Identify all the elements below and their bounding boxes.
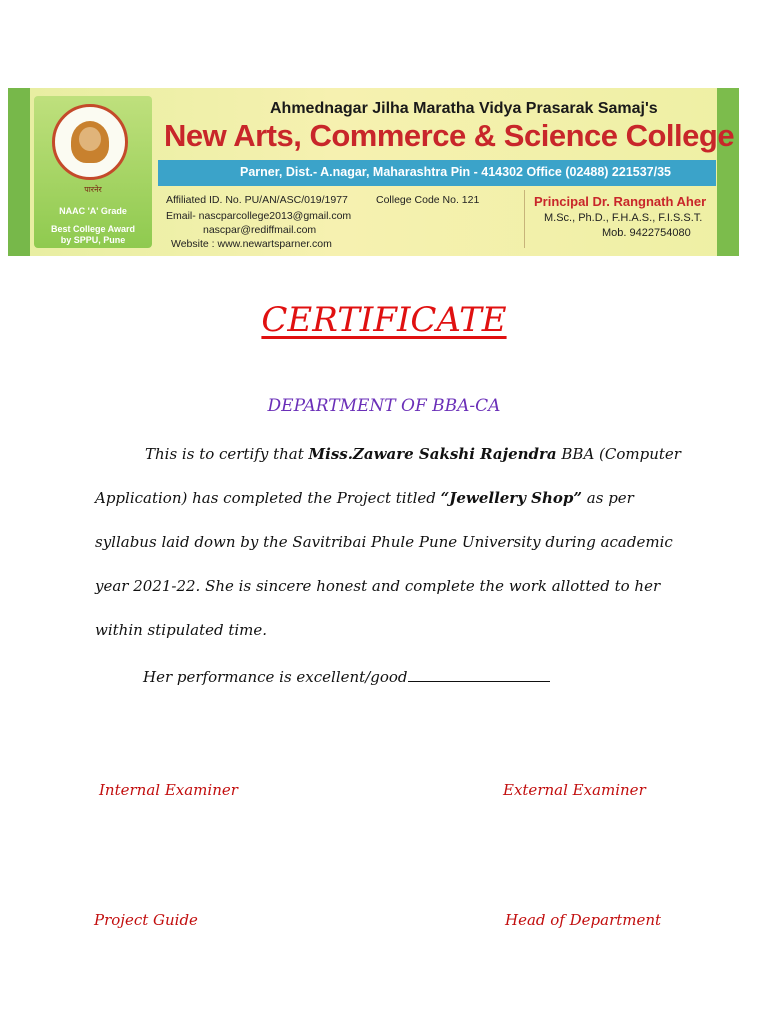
principal-name: Principal Dr. Rangnath Aher [534,194,707,209]
performance-label: Her performance is excellent/good [143,668,408,686]
body-text-1: This is to certify that [145,445,309,463]
email-secondary: nascpar@rediffmail.com [203,224,317,236]
logo-caption: पारनेर [84,185,102,194]
award-text [40,224,146,246]
project-title: “Jewellery Shop” [440,489,583,507]
performance-blank [408,667,550,682]
external-examiner-label: External Examiner [503,781,646,799]
college-code: College Code No. 121 [376,194,480,206]
college-name: New Arts, Commerce & Science College [164,118,735,153]
certificate-title: CERTIFICATE [261,300,507,340]
head-of-department-label: Head of Department [505,911,662,929]
student-name: Miss.Zaware Sakshi Rajendra [308,445,557,463]
college-address: Parner, Dist.- A.nagar, Maharashtra Pin - 414302 Office (02488) 221537/35 [240,165,672,179]
society-name: Ahmednagar Jilha Maratha Vidya Prasarak Samaj's [270,100,658,117]
right-stripe [717,88,739,256]
college-seal-logo [52,104,128,180]
department-heading: DEPARTMENT OF BBA-CA [267,396,501,416]
address-bar [158,160,716,186]
performance-line [143,667,550,686]
project-guide-label: Project Guide [94,911,198,929]
naac-grade: NAAC 'A' Grade [59,206,127,216]
seal-face [79,127,101,151]
left-stripe [8,88,30,256]
award-line-1: Best College Award [50,224,136,234]
college-website: Website : www.newartsparner.com [171,238,332,250]
affiliation-id: Affiliated ID. No. PU/AN/ASC/019/1977 [166,194,348,206]
principal-qualifications: M.Sc., Ph.D., F.H.A.S., F.I.S.S.T. [544,212,703,224]
letterhead-banner [8,88,739,256]
logo-panel [34,96,152,248]
body-text-3: as per syllabus laid down by the Savitribai Phule Pune University during academic year 2021-22. She is sincere honest and complete the work allotted to her within stipulated time. [95,489,673,639]
body-text-2: BBA (Computer Application) has completed the Project titled [95,445,681,507]
principal-mobile: Mob. 9422754080 [602,227,691,239]
award-line-2: by SPPU, Pune [60,235,126,245]
divider [524,190,525,248]
certificate-body [95,432,685,652]
email-primary: Email- nascparcollege2013@gmail.com [166,210,352,222]
internal-examiner-label: Internal Examiner [99,781,238,799]
